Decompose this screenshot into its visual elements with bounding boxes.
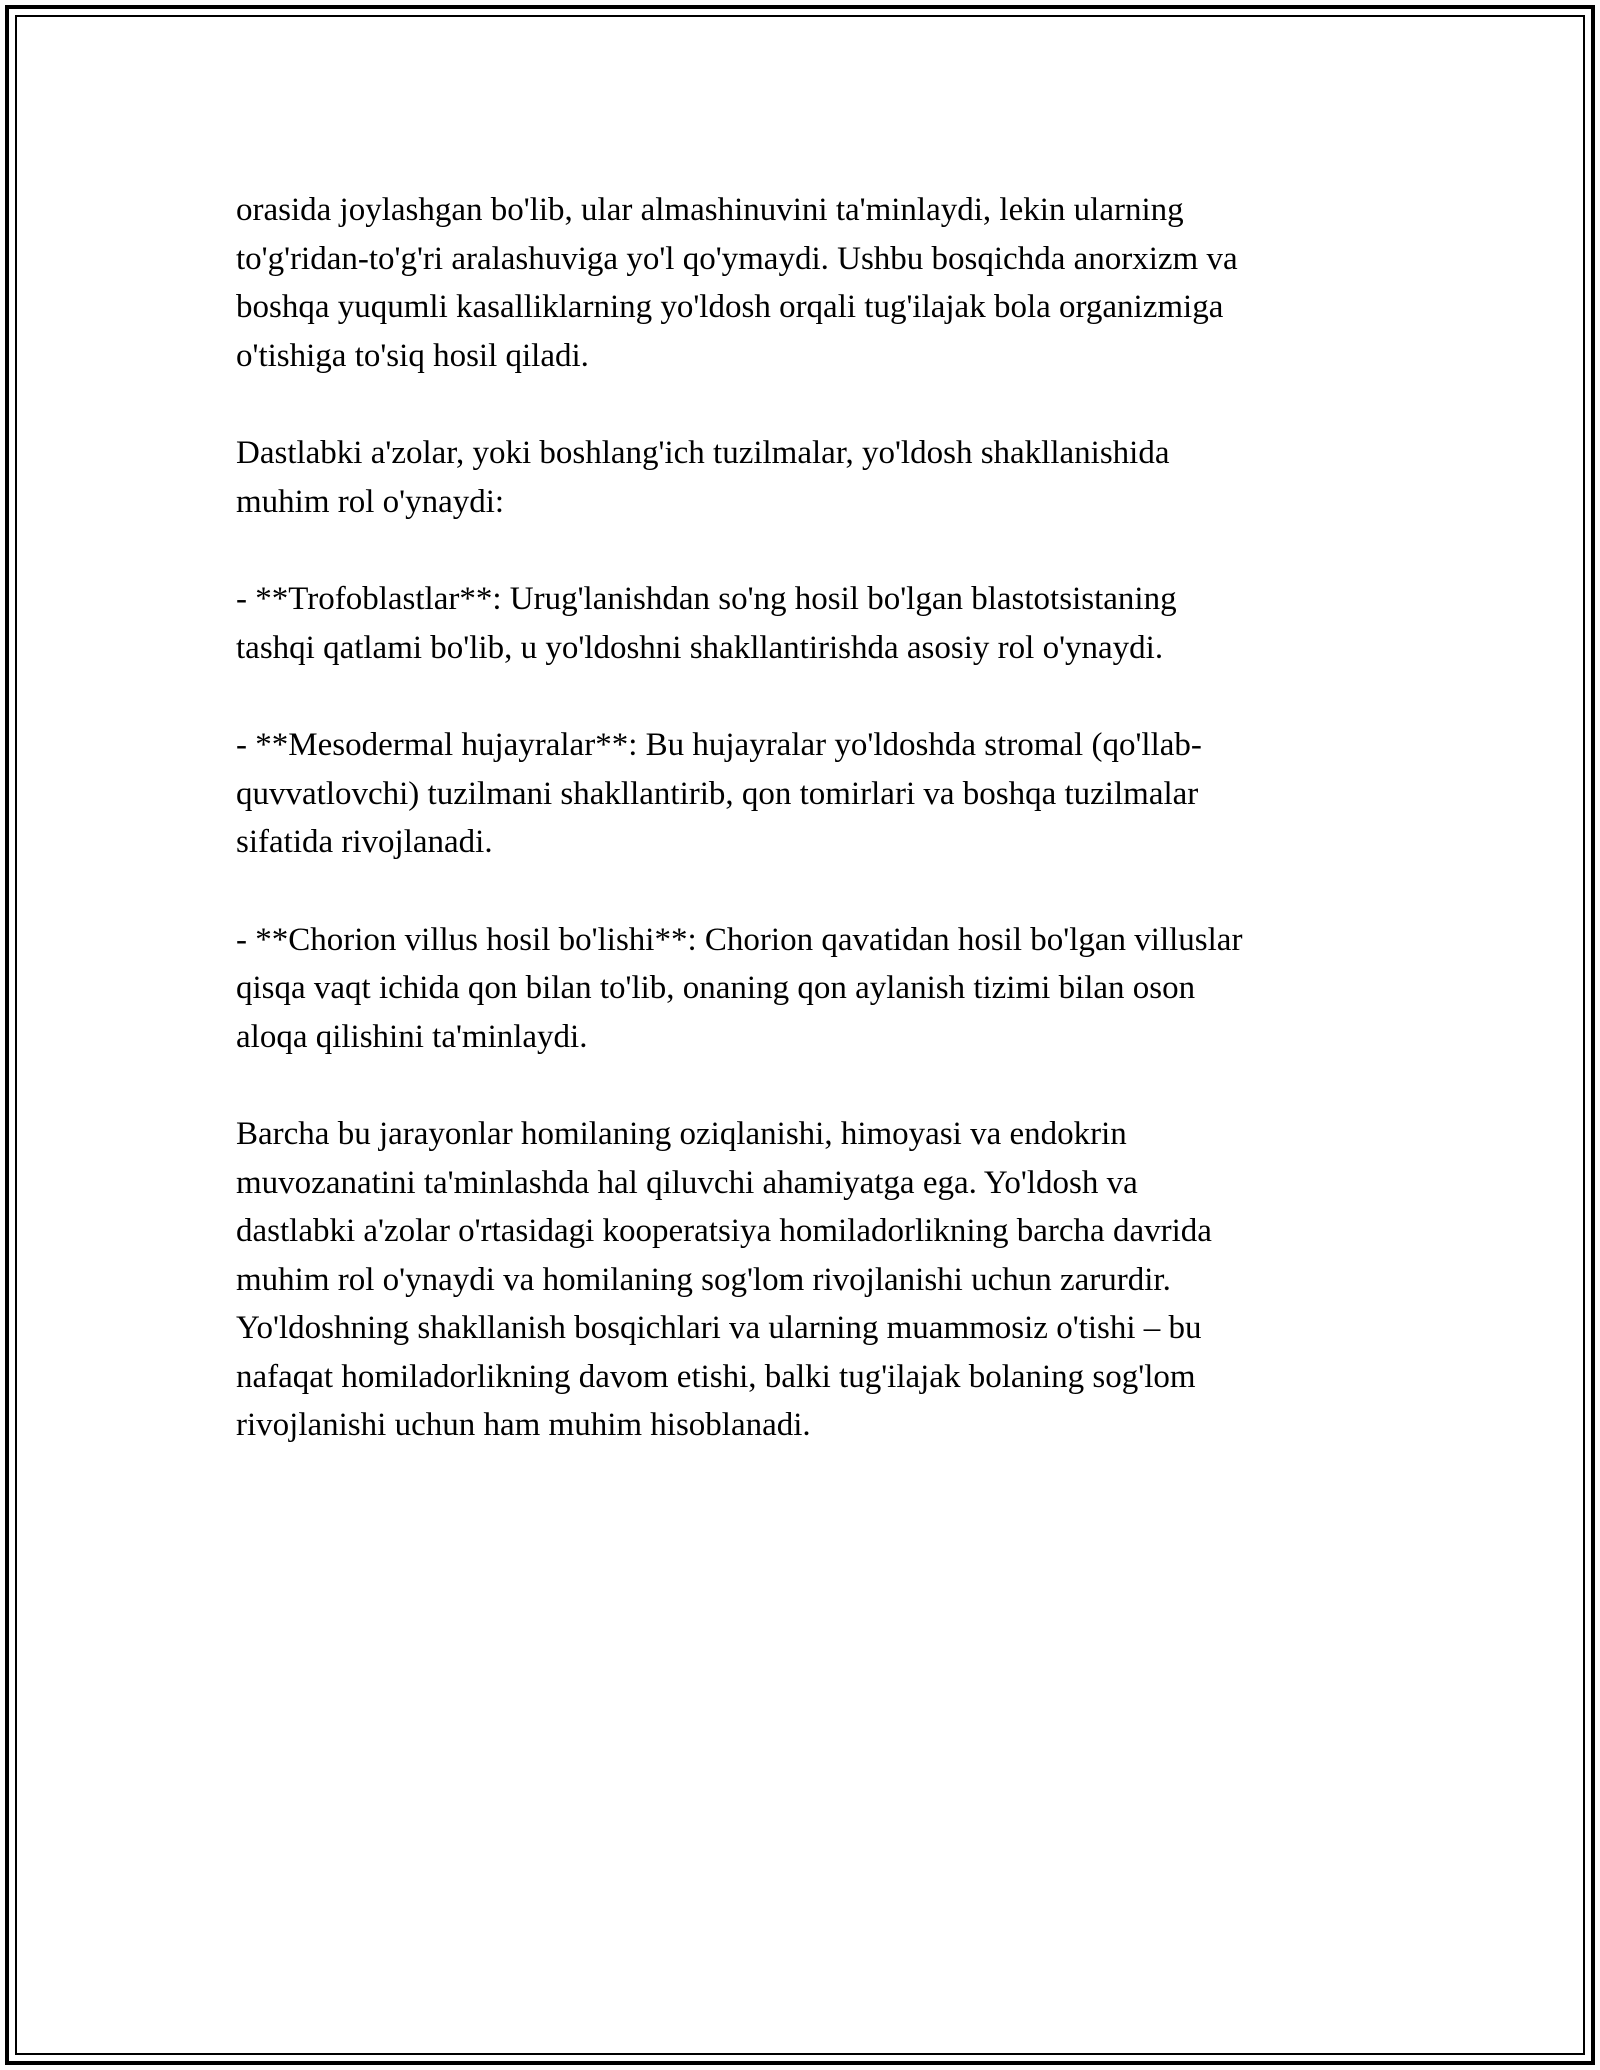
paragraph: Dastlabki a'zolar, yoki boshlang'ich tuzilmalar, yo'ldosh shakllanishida muhim rol o'ynaydi: [236,435,1170,520]
list-item: - **Chorion villus hosil bo'lishi**: Chorion qavatidan hosil bo'lgan villuslar qisqa vaqt ichida qon bilan to'lib, onaning qon aylanish tizimi bilan oson aloqa qilishini ta'minlaydi. [236,921,1243,1055]
list-item: - **Mesodermal hujayralar**: Bu hujayralar yo'ldoshda stromal (qo'llab- quvvatlovchi) tuzilmani shakllantirib, qon tomirlari va boshqa tuzilmalar sifatida rivojlanadi. [236,727,1202,860]
page-body [236,186,1366,1499]
list-item: - **Trofoblastlar**: Urug'lanishdan so'ng hosil bo'lgan blastotsistaning tashqi qatlami bo'lib, u yo'ldoshni shakllantirishda asosiy rol o'ynaydi. [236,581,1177,666]
paragraph: Barcha bu jarayonlar homilaning oziqlanishi, himoyasi va endokrin muvozanatini ta'minlashda hal qiluvchi ahamiyatga ega. Yo'ldosh va dastlabki a'zolar o'rtasidagi kooperatsiya homiladorlikning barcha davrida muhim rol o'ynaydi va homilaning sog'lom rivojlanishi uchun zarurdir. Yo'ldoshning shakllanish bosqichlari va ularning muammosiz o'tishi – bu nafaqat homiladorlikning davom etishi, balki tug'ilajak bolaning sog'lom rivojlanishi uchun ham muhim hisoblanadi. [236,1116,1212,1443]
paragraph: orasida joylashgan bo'lib, ular almashinuvini ta'minlaydi, lekin ularning to'g'ridan-to'g'ri aralashuviga yo'l qo'ymaydi. Ushbu bosqichda anorxizm va boshqa yuqumli kasalliklarning yo'ldosh orqali tug'ilajak bola organizmiga o'tishiga to'siq hosil qiladi. [236,192,1238,374]
